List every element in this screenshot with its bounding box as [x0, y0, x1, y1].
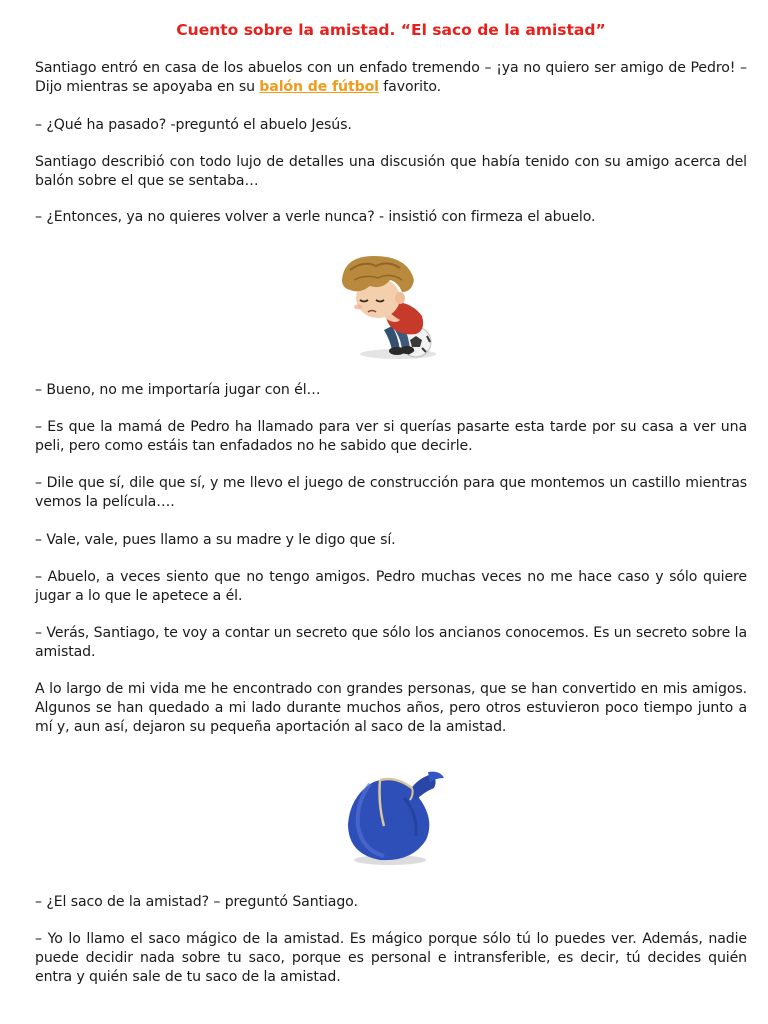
paragraph-4: – ¿Entonces, ya no quieres volver a verle nunca? - insistió con firmeza el abuelo. — [35, 209, 596, 225]
paragraph-6: – Es que la mamá de Pedro ha llamado para ver si querías pasarte esta tarde por su casa a ver una peli, pero como estáis tan enfadados no he sabido que decirle. — [35, 419, 747, 454]
paragraph-1-text-end: favorito. — [378, 79, 442, 95]
paragraph-1 — [35, 59, 747, 97]
paragraph-13: – Yo lo llamo el saco mágico de la amistad. Es mágico porque sólo tú lo puedes ver. Además, nadie puede decidir nada sobre tu saco, porque es personal e intransferible, es decir, tú decides quién entra y quién sale de tu saco de la amistad. — [35, 931, 747, 985]
paragraph-12: – ¿El saco de la amistad? – preguntó Santiago. — [35, 894, 358, 910]
sad-boy-on-ball-illustration — [330, 250, 450, 362]
paragraph-3: Santiago describió con todo lujo de detalles una discusión que había tenido con su amigo acerca del balón sobre el que se sentaba… — [35, 154, 747, 189]
paragraph-9: – Abuelo, a veces siento que no tengo amigos. Pedro muchas veces no me hace caso y sólo quiere jugar a lo que le apetece a él. — [35, 569, 747, 604]
paragraph-1-text-start: Santiago entró en casa de los abuelos con un enfado tremendo – ¡ya no quiero ser amigo de Pedro! – Dijo mientras se apoyaba en su — [35, 60, 747, 95]
football-link[interactable]: balón de fútbol — [259, 79, 379, 95]
paragraph-2: – ¿Qué ha pasado? -preguntó el abuelo Jesús. — [35, 117, 352, 133]
paragraph-7: – Dile que sí, dile que sí, y me llevo el juego de construcción para que montemos un castillo mientras vemos la película…. — [35, 475, 747, 510]
paragraph-5: – Bueno, no me importaría jugar con él… — [35, 382, 321, 398]
paragraph-11: A lo largo de mi vida me he encontrado con grandes personas, que se han convertido en mis amigos. Algunos se han quedado a mi lado durante muchos años, pero otros estuvieron poco tiempo junto a mí y, aun así, dejaron su pequeña aportación al saco de la amistad. — [35, 681, 747, 735]
story-title: Cuento sobre la amistad. “El saco de la amistad” — [176, 21, 606, 39]
paragraph-8: – Vale, vale, pues llamo a su madre y le digo que sí. — [35, 532, 396, 548]
blue-sack-illustration — [340, 768, 450, 868]
paragraph-10: – Verás, Santiago, te voy a contar un secreto que sólo los ancianos conocemos. Es un secreto sobre la amistad. — [35, 625, 747, 660]
